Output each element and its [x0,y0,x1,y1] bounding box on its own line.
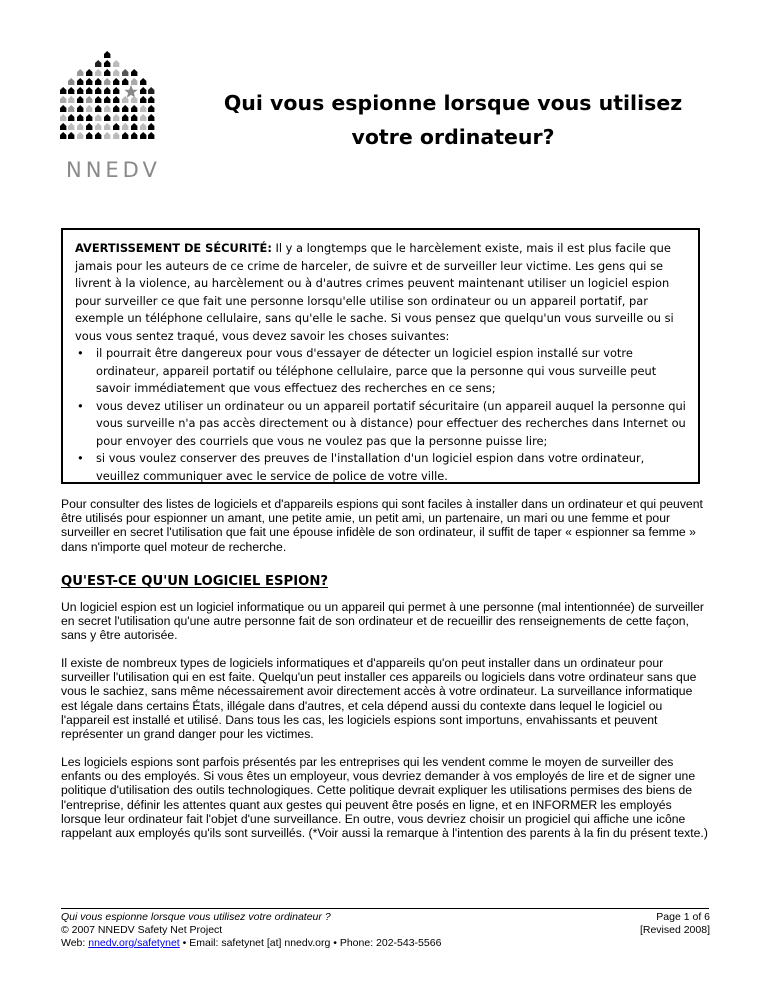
logo-wordmark: NNEDV [66,158,161,182]
types-paragraph: Il existe de nombreux types de logiciels informatiques et d'appareils qu'on peut installer dans un ordinateur pour surveiller l'utilisation qui en est faite. Quelqu'un peut installer ces appareils ou logiciels dans votre ordinateur sans que vous le sachiez, sans même nécessairement avoir directement accès à votre ordinateur. La surveillance informatique est légale dans certains États, illégale dans d'autres, et cela dépend aussi du contexte dans lequel le logiciel ou l'appareil est installé et utilisé. Dans tous les cas, les logiciels espions sont importuns, envahissants et peuvent représenter un grand danger pour les victimes. [61,656,697,742]
footer-page-info [540,911,710,937]
footer-doc-title: Qui vous espionne lorsque vous utilisez votre ordinateur ? [61,911,331,923]
footer-phone: Phone: 202-543-5566 [339,937,442,949]
warning-bullet: • il pourrait être dangereux pour vous d'essayer de détecter un logiciel espion installé sur votre ordinateur, appareil portatif ou téléphone cellulaire, parce que la personne qui vous surveille peut savoir immédiatement que vous effectuez des recherches en ce sens; [75,345,688,398]
page-title: Qui vous espionne lorsque vous utilisez votre ordinateur? [223,91,683,149]
section-heading: QU'EST-CE QU'UN LOGICIEL ESPION? [61,574,328,589]
warning-bullet: • si vous voulez conserver des preuves de l'installation d'un logiciel espion dans votre ordinateur, veuillez communiquer avec le service de police de votre ville. [75,450,688,485]
warning-list [75,345,688,485]
intro-paragraph: Pour consulter des listes de logiciels et d'appareils espions qui sont faciles à installer dans un ordinateur et qui peuvent être utilisés pour espionner un amant, une petite amie, un petit ami, un partenaire, un mari ou une femme et pour surveiller en secret l'utilisation que fait une épouse infidèle de son ordinateur, il suffit de taper « espionner sa femme » dans n'importe quel moteur de recherche. [61,497,703,554]
safety-warning-box [61,228,700,484]
footer-divider [61,908,709,909]
definition-paragraph: Un logiciel espion est un logiciel informatique ou un appareil qui permet à une personne (mal intentionnée) de surveiller en secret l'utilisation qu'une autre personne fait de son ordinateur et de recueillir des renseignements de cette façon, sans y être autorisée. [61,600,704,643]
warning-intro: AVERTISSEMENT DE SÉCURITÉ: Il y a longtemps que le harcèlement existe, mais il est plus facile que jamais pour les auteurs de ce crime de harceler, de suivre et de surveiller leur victime. Les gens qui se livrent à la violence, au harcèlement ou à d'autres crimes peuvent maintenant utiliser un logiciel espion pour surveiller ce que fait une personne lorsqu'elle utilise son ordinateur ou un appareil portatif, par exemple un téléphone cellulaire, sans qu'elle le sache. Si vous pensez que quelqu'un vous surveille ou si vous vous sentez traqué, vous devez savoir les choses suivantes: [75,241,674,343]
page-number: Page 1 of 6 [656,911,710,923]
revision-note: [Revised 2008] [639,924,710,936]
warning-label: AVERTISSEMENT DE SÉCURITÉ: [75,241,272,255]
footer-email: Email: safetynet [at] nnedv.org [189,937,331,949]
footer-info: Qui vous espionne lorsque vous utilisez votre ordinateur ? © 2007 NNEDV Safety Net Project Web: nnedv.org/safetynet • Email: safetynet [at] nnedv.org • Phone: 202-543-5566 [61,911,442,949]
employer-paragraph: Les logiciels espions sont parfois présentés par les entreprises qui les vendent comme le moyen de surveiller des enfants ou des employés. Si vous êtes un employeur, vous devriez demander à vos employés de lire et de signer une politique d'utilisation des outils technologiques. Cette politique devrait expliquer les utilisations permises des biens de l'entreprise, définir les attentes quant aux gestes qui peuvent être posés en ligne, et en INFORMER les employés lorsque leur ordinateur fait l'objet d'une surveillance. En outre, vous devriez choisir un progiciel qui affiche une icône rappelant aux employés qu'ils sont surveillés. (*Voir aussi la remarque à l'intention des parents à la fin du présent texte.) [61,755,708,841]
footer-copyright: © 2007 NNEDV Safety Net Project [61,924,223,936]
warning-bullet: • vous devez utiliser un ordinateur ou un appareil portatif sécuritaire (un appareil auquel la personne qui vous surveille n'a pas accès directement ou à distance) pour effectuer des recherches dans Internet ou pour envoyer des courriels que vous ne voulez pas que la personne puisse lire; [75,398,688,451]
safetynet-link[interactable]: nnedv.org/safetynet [88,937,180,949]
